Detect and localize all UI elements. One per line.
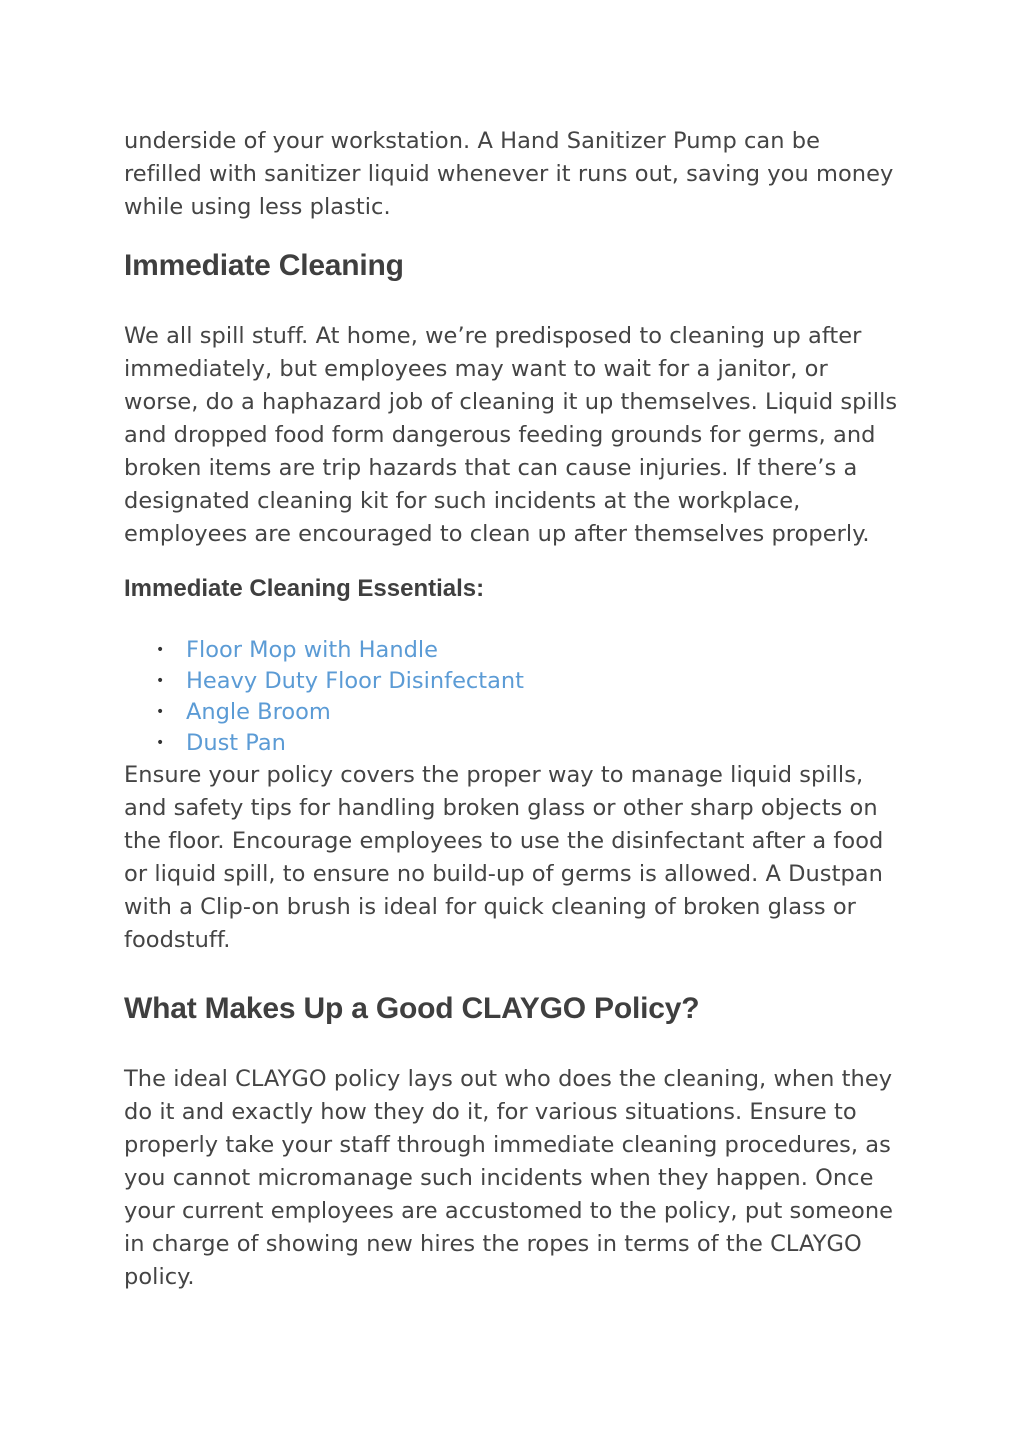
bullet-icon: •	[156, 704, 165, 720]
floor-disinfectant-link[interactable]: Heavy Duty Floor Disinfectant	[186, 668, 524, 694]
bullet-icon: •	[156, 735, 165, 751]
bullet-icon: •	[156, 642, 165, 658]
document-page	[124, 125, 904, 1294]
intro-paragraph: underside of your workstation. A Hand Sanitizer Pump can be refilled with sanitizer liquid whenever it runs out, saving you money while using less plastic.	[124, 128, 894, 220]
angle-broom-link[interactable]: Angle Broom	[186, 699, 331, 725]
immediate-cleaning-heading: Immediate Cleaning	[124, 249, 404, 282]
list-item	[156, 666, 904, 697]
list-item	[156, 635, 904, 666]
floor-mop-link[interactable]: Floor Mop with Handle	[186, 637, 438, 663]
immediate-cleaning-paragraph: We all spill stuff. At home, we’re predisposed to cleaning up after immediately, but employees may want to wait for a janitor, or worse, do a haphazard job of cleaning it up themselves. Liquid spills and dropped food form dangerous feeding grounds for germs, and broken items are trip hazards that can cause injuries. If there’s a designated cleaning kit for such incidents at the workplace, employees are encouraged to clean up after themselves properly.	[124, 323, 898, 547]
list-item	[156, 697, 904, 728]
bullet-icon: •	[156, 673, 165, 689]
claygo-policy-heading: What Makes Up a Good CLAYGO Policy?	[124, 992, 700, 1025]
list-item	[156, 728, 904, 759]
policy-covers-paragraph: Ensure your policy covers the proper way to manage liquid spills, and safety tips for handling broken glass or other sharp objects on the floor. Encourage employees to use the disinfectant after a food or liquid spill, to ensure no build-up of germs is allowed. A Dustpan with a Clip-on brush is ideal for quick cleaning of broken glass or foodstuff.	[124, 762, 884, 953]
claygo-policy-paragraph: The ideal CLAYGO policy lays out who does the cleaning, when they do it and exactly how they do it, for various situations. Ensure to properly take your staff through immediate cleaning procedures, as you cannot micromanage such incidents when they happen. Once your current employees are accustomed to the policy, put someone in charge of showing new hires the ropes in terms of the CLAYGO policy.	[124, 1066, 894, 1290]
dust-pan-link[interactable]: Dust Pan	[186, 730, 286, 756]
essentials-heading: Immediate Cleaning Essentials:	[124, 575, 485, 602]
essentials-list	[124, 635, 904, 759]
